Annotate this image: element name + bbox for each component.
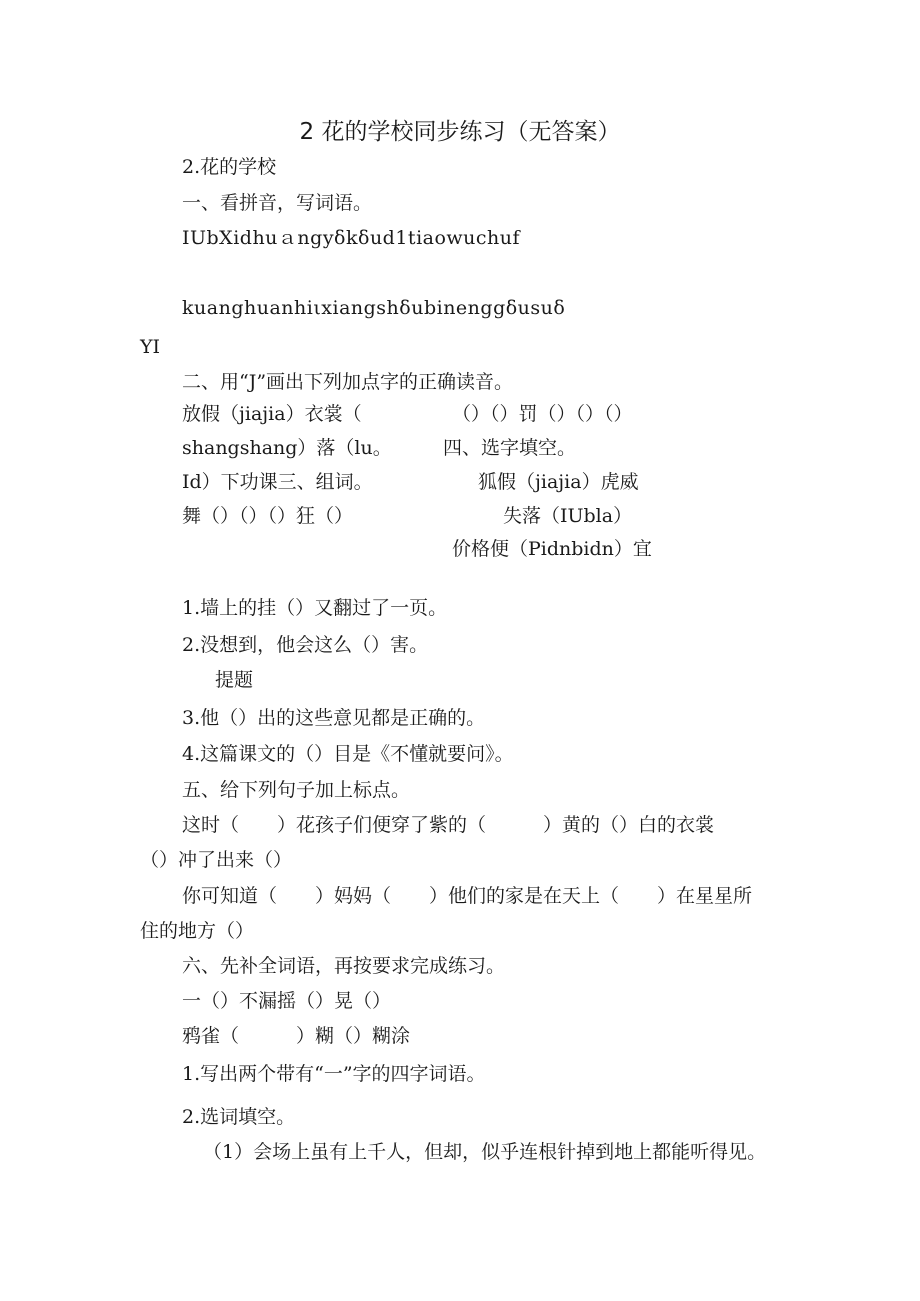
reading-item-2: shangshang）落（lu。	[182, 437, 392, 459]
idiom-row-2: 鸦雀（ ）糊（）糊涂	[182, 1025, 411, 1047]
fill-sentence-1: 1.墙上的挂（）又翻过了一页。	[182, 597, 448, 619]
punctuation-sentence-2: 你可知道（ ）妈妈（ ）他们的家是在天上（ ）在星星所	[182, 885, 753, 907]
punctuation-sentence-1: 这时（ ）花孩子们便穿了紫的（ ）黄的（）白的衣裳	[182, 814, 715, 836]
choice-item-3: 价格便（Pidnbidn）宜	[452, 538, 652, 560]
question-heading-5: 五、给下列句子加上标点。	[182, 779, 411, 801]
fill-sentence-3: 3.他（）出的这些意见都是正确的。	[182, 707, 486, 729]
idiom-row-1: 一（）不漏摇（）晃（）	[182, 990, 392, 1012]
pinyin-row-1: IUbXidhuａngyδkδud1tiaowuchuf	[182, 227, 521, 249]
choice-item-1: 狐假（jiajia）虎威	[478, 471, 639, 493]
subtask-2: 2.选词填空。	[182, 1106, 296, 1128]
stray-text: YI	[140, 336, 161, 358]
fill-sentence-4: 4.这篇课文的（）目是《不懂就要问》。	[182, 743, 514, 765]
choice-options: 提题	[215, 669, 254, 691]
subtask-2-sentence-1: （1）会场上虽有上千人，但却，似乎连根针掉到地上都能听得见。	[203, 1141, 767, 1163]
question-heading-2: 二、用“J”画出下列加点字的正确读音。	[182, 371, 514, 393]
reading-item-3: Id）下功课三、组词。	[182, 471, 373, 493]
question-heading-1: 一、看拼音，写词语。	[182, 192, 373, 214]
section-heading-lesson: 2.花的学校	[182, 156, 277, 178]
punctuation-sentence-1-cont: （）冲了出来（）	[140, 849, 293, 871]
fill-sentence-2: 2.没想到，他会这么（）害。	[182, 634, 429, 656]
reading-item-1-blanks: （）（）罚（）（）（）	[452, 403, 633, 425]
choice-item-2: 失落（IUbla）	[503, 505, 633, 527]
pinyin-row-2: kuanghuanhiιxiangshδubinenggδusuδ	[182, 297, 566, 319]
question-heading-6: 六、先补全词语，再按要求完成练习。	[182, 955, 506, 977]
reading-item-1: 放假（jiajia）衣裳（	[182, 403, 362, 425]
punctuation-sentence-2-cont: 住的地方（）	[140, 920, 255, 942]
subtask-1: 1.写出两个带有“一”字的四字词语。	[182, 1063, 486, 1085]
word-item-1: 舞（）（）（）狂（）	[182, 505, 354, 527]
page-title: 2 花的学校同步练习（无答案）	[299, 119, 621, 145]
question-heading-4: 四、选字填空。	[443, 437, 577, 459]
